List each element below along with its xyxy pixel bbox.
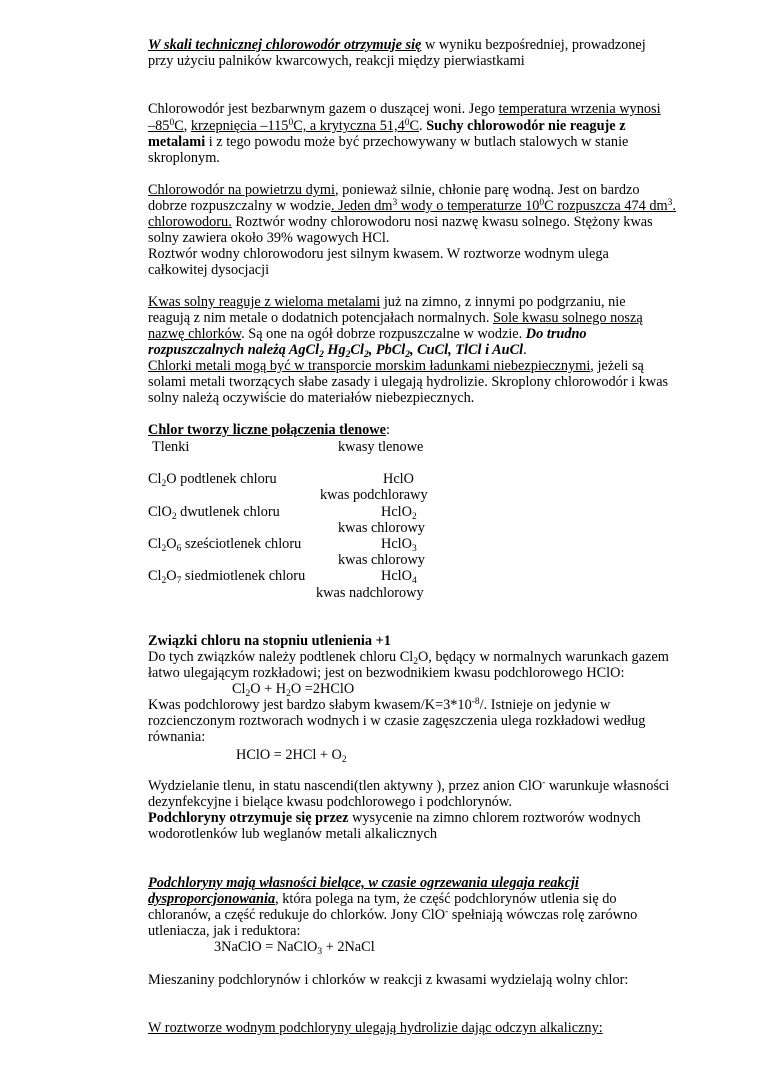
equation: HClO = $2HCl + O_2$ <box>236 747 347 765</box>
text-line: rozcienczonym roztworach wodnych i w czasie zagęszczenia ulega rozkładowi według <box>148 713 646 729</box>
oxide-row: $Cl_2O$ podtlenek chloru <box>148 471 277 489</box>
acid-name: kwas nadchlorowy <box>316 585 424 601</box>
text-line: Chlorowodór jest bezbarwnym gazem o duszącej woni. Jego temperatura wrzenia wynosi <box>148 101 661 117</box>
acid-formula: HclO$_2$ <box>381 504 417 522</box>
text-line: Roztwór wodny chlorowodoru jest silnym kwasem. W roztworze wodnym ulega <box>148 246 609 262</box>
text-line: solny zawiera około 39% wagowych HCl. <box>148 230 390 246</box>
oxide-row: $Cl_2O_7$ siedmiotlenek chloru <box>148 568 306 586</box>
text-line: solami metali tworzących słabe zasady i ulegają hydrolizie. Skroplony chlorowodór i kwas <box>148 374 669 390</box>
oxide-row: ClO$_2$ dwutlenek chloru <box>148 504 280 522</box>
acid-formula: HclO$_4$ <box>381 568 417 586</box>
column-header-oxides: Tlenki <box>152 439 190 455</box>
text-line: przy użyciu palników kwarcowych, reakcji między pierwiastkami <box>148 53 525 69</box>
emphasis-heading: W skali technicznej chlorowodór otrzymuje się <box>148 37 422 53</box>
column-header-acids: kwasy tlenowe <box>338 439 424 455</box>
text-line: nazwę chlorków. Są one na ogół dobrze rozpuszczalne w wodzie. Do trudno <box>148 326 587 342</box>
text-line: metalami i z tego powodu może być przechowywany w butlach stalowych w stanie <box>148 134 629 150</box>
acid-name: kwas chlorowy <box>338 520 425 536</box>
text-line: dysproporcjonowania, która polega na tym, że część podchlorynów utlenia się do <box>148 891 617 907</box>
section-heading: Chlor tworzy liczne połączenia tlenowe: <box>148 422 390 438</box>
text-line: $-85^0C$, krzepnięcia $-115^0C$, a krytyczna 51,4$^0$C. Suchy chlorowodór nie reaguje z <box>148 118 626 134</box>
text-line: Kwas podchlorowy jest bardzo słabym kwasem/$K=3*10^{-8}/$. Istnieje on jedynie w <box>148 697 611 713</box>
text-line: dobrze rozpuszczalny w wodzie. Jeden $dm^3$ wody o temperaturze $10^0C$ rozpuszcza 474 $dm^3$. <box>148 198 676 214</box>
text-line: solny należą oczywiście do materiałów niebezpiecznych. <box>148 390 475 406</box>
text-line: rozpuszczalnych należą AgCl$_2$ $Hg_2Cl_2$, PbCl$_2$, CuCl, TlCl i AuCl. <box>148 342 527 360</box>
text-line: Wydzielanie tlenu, in statu nascendi(tlen aktywny ), przez anion ClO- warunkuje własności <box>148 778 670 794</box>
text-line: Podchloryny mają własności bielące, w czasie ogrzewania ulegaja reakcji <box>148 875 579 891</box>
acid-formula: HclO$_3$ <box>381 536 417 554</box>
text-line: Do tych związków należy podtlenek chloru $Cl_2O$, będący w normalnych warunkach gazem <box>148 649 669 667</box>
equation: $Cl_2O + H_2O$ =2HClO <box>232 681 355 699</box>
acid-formula: HclO <box>383 471 414 487</box>
text-line: Chlorowodór na powietrzu dymi, ponieważ silnie, chłonie parę wodną. Jest on bardzo <box>148 182 640 198</box>
text-line: Chlorki metali mogą być w transporcie morskim ładunkami niebezpiecznymi, jeżeli są <box>148 358 644 374</box>
text-line: reagują z nim metale o dodatnich potencjałach normalnych. Sole kwasu solnego noszą <box>148 310 643 326</box>
text-line: chlorowodoru. Roztwór wodny chlorowodoru nosi nazwę kwasu solnego. Stężony kwas <box>148 214 653 230</box>
equation: 3NaClO = NaClO$_3$ + 2NaCl <box>214 939 375 957</box>
text-line: utleniacza, jak i reduktora: <box>148 923 301 939</box>
text-line: całkowitej dysocjacji <box>148 262 270 278</box>
text-line: Kwas solny reaguje z wieloma metalami już na zimno, z innymi po podgrzaniu, nie <box>148 294 626 310</box>
text-line: łatwo ulegającym rozkładowi; jest on bezwodnikiem kwasu podchlorowego HClO: <box>148 665 625 681</box>
acid-name: kwas chlorowy <box>338 552 425 568</box>
oxide-row: $Cl_2O_6$ sześciotlenek chloru <box>148 536 302 554</box>
section-heading: Związki chloru na stopniu utlenienia +1 <box>148 633 391 649</box>
text-line: równania: <box>148 729 206 745</box>
text-line: skroplonym. <box>148 150 220 166</box>
text-line: Mieszaniny podchlorynów i chlorków w reakcji z kwasami wydzielają wolny chlor: <box>148 972 629 988</box>
text-line: wodorotlenków lub weglanów metali alkalicznych <box>148 826 438 842</box>
text-line: W skali technicznej chlorowodór otrzymuje się w wyniku bezpośredniej, prowadzonej <box>148 37 646 53</box>
text-line: dezynfekcyjne i bielące kwasu podchlorowego i podchlorynów. <box>148 794 512 810</box>
text-line: W roztworze wodnym podchloryny ulegają hydrolizie dając odczyn alkaliczny: <box>148 1020 603 1036</box>
text-line: Podchloryny otrzymuje się przez wysycenie na zimno chlorem roztworów wodnych <box>148 810 641 826</box>
acid-name: kwas podchlorawy <box>320 487 428 503</box>
text-line: chloranów, a część redukuje do chlorków. Jony ClO- spełniają wówczas rolę zarówno <box>148 907 638 923</box>
